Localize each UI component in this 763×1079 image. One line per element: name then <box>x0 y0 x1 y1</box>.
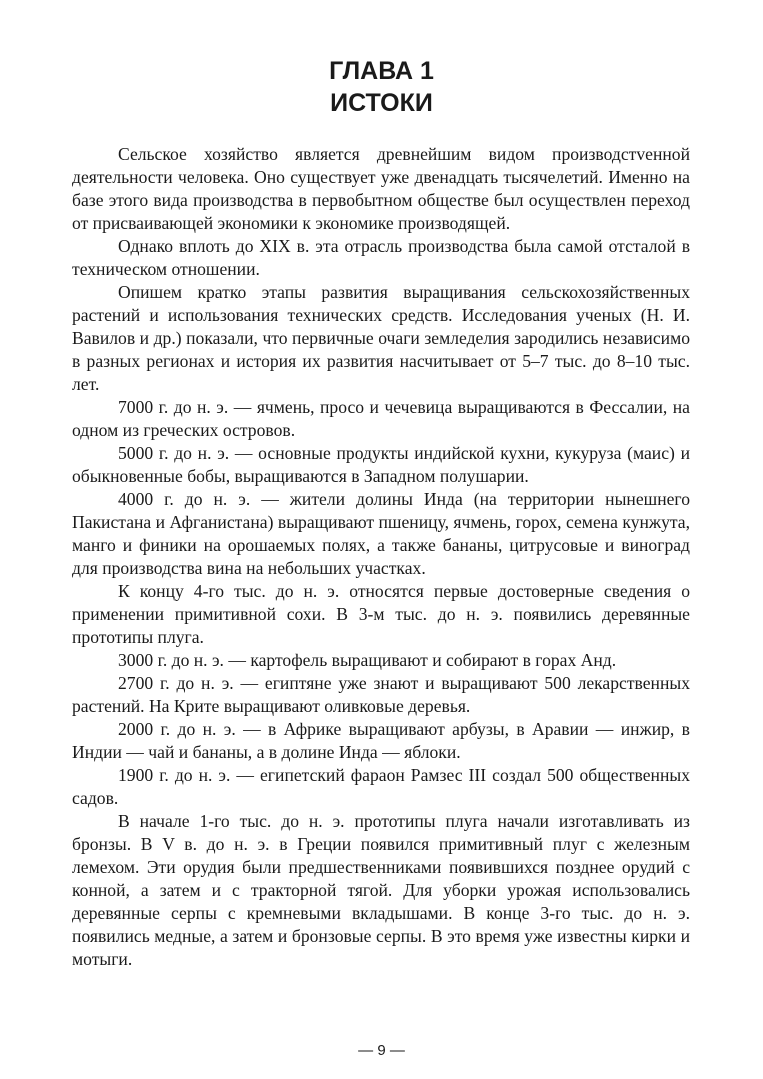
paragraph: 4000 г. до н. э. — жители долины Инда (на территории нынешнего Пакистана и Афганистана) выращивают пшеницу, ячмень, горох, семена кунжута, манго и финики на орошаемых полях, а также бананы, цитрусовые и виноград для производства вина на небольших участках. <box>72 489 690 578</box>
paragraph: 7000 г. до н. э. — ячмень, просо и чечевица выращиваются в Фессалии, на одном из греческих островов. <box>72 397 690 440</box>
paragraph: 5000 г. до н. э. — основные продукты индийской кухни, кукуруза (маис) и обыкновенные бобы, выращиваются в Западном полушарии. <box>72 443 690 486</box>
chapter-text <box>72 143 690 971</box>
paragraph: 2700 г. до н. э. — египтяне уже знают и выращивают 500 лекарственных растений. На Крите выращивают оливковые деревья. <box>72 673 690 716</box>
paragraph: К концу 4-го тыс. до н. э. относятся первые достоверные сведения о применении примитивной сохи. В 3-м тыс. до н. э. появились деревянные прототипы плуга. <box>72 581 690 647</box>
paragraph: Однако вплоть до XIX в. эта отрасль производства была самой отсталой в техническом отношении. <box>72 236 690 279</box>
page-number: — 9 — <box>358 1042 405 1059</box>
paragraph: Опишем кратко этапы развития выращивания сельскохозяйственных растений и использования технических средств. Исследования ученых (Н. И. Вавилов и др.) показали, что первичные очаги земледелия зародились независимо в разных регионах и история их развития насчитывает от 5–7 тыс. до 8–10 тыс. лет. <box>72 282 690 394</box>
paragraph: Сельское хозяйство является древнейшим видом производстvенной деятельности человека. Оно существует уже двенадцать тысячелетий. Именно на базе этого вида производства в первобытном обществе был осуществлен переход от присваивающей экономики к экономике производящей. <box>72 144 690 233</box>
chapter-title: ИСТОКИ <box>330 89 433 117</box>
paragraph: 1900 г. до н. э. — египетский фараон Рамзес III создал 500 общественных садов. <box>72 765 690 808</box>
paragraph: 3000 г. до н. э. — картофель выращивают и собирают в горах Анд. <box>118 650 617 670</box>
paragraph: В начале 1-го тыс. до н. э. прототипы плуга начали изготавливать из бронзы. В V в. до н. э. в Греции появился примитивный плуг с железным лемехом. Эти орудия были предшественниками появившихся позднее орудий с конной, а затем и с тракторной тягой. Для уборки урожая использовались деревянные серпы с кремневыми вкладышами. В конце 3-го тыс. до н. э. появились медные, а затем и бронзовые серпы. В это время уже известны кирки и мотыги. <box>72 811 690 969</box>
paragraph: 2000 г. до н. э. — в Африке выращивают арбузы, в Аравии — инжир, в Индии — чай и бананы, а в долине Инда — яблоки. <box>72 719 690 762</box>
chapter-heading <box>0 55 763 119</box>
chapter-number: ГЛАВА 1 <box>329 57 434 85</box>
